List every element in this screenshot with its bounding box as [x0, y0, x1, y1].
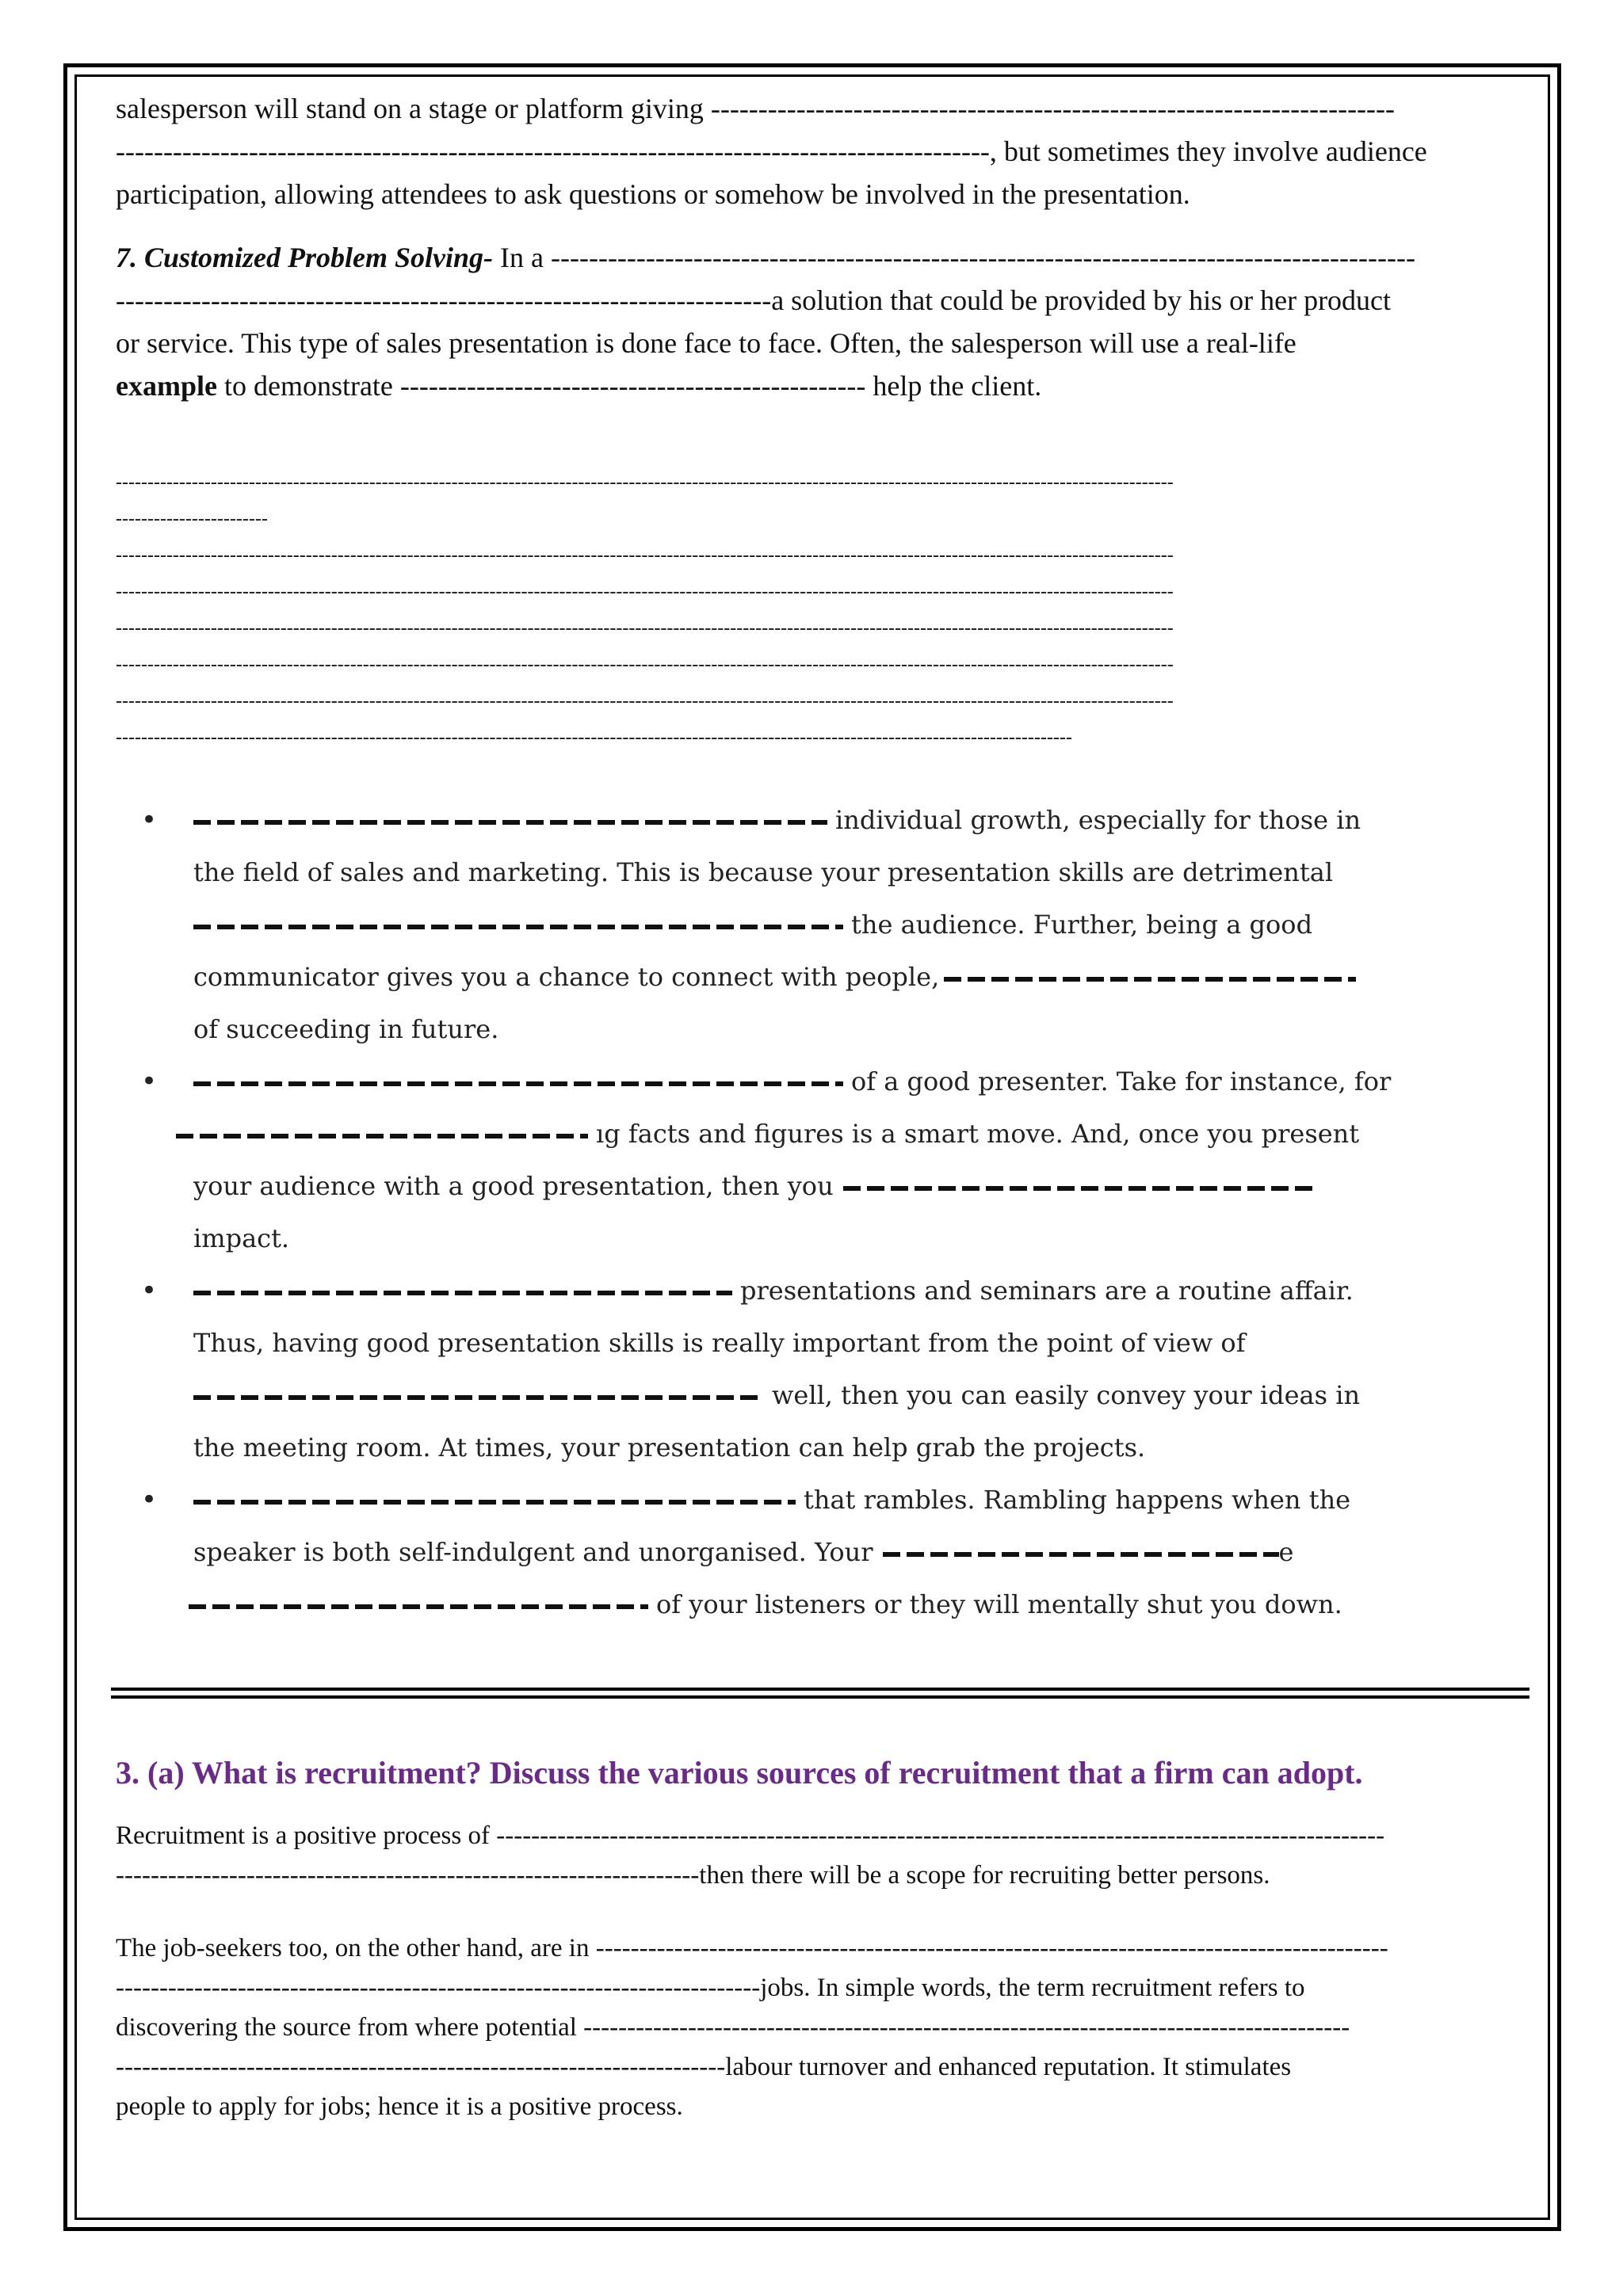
bullet-text: well, then you can easily convey your ideas in	[772, 1380, 1361, 1410]
bullet-text: your audience with a good presentation, then you	[193, 1171, 834, 1201]
bullet-text: the audience. Further, being a good	[851, 910, 1313, 940]
bullet-text: presentations and seminars are a routine affair.	[740, 1276, 1354, 1306]
bullet-dot-icon: •	[141, 804, 158, 836]
blank-answer-lines	[116, 464, 1528, 756]
page-content	[116, 87, 1528, 1630]
intro-line: participation, allowing attendees to ask questions or somehow be involved in the presentation.	[116, 178, 1190, 210]
bullet-text: speaker is both self-indulgent and unorganised. Your	[193, 1537, 873, 1567]
paragraph-text: -------------------------------------------------------------------then there will be a scope for recruiting better persons.	[116, 1861, 1270, 1890]
paragraph-text: discovering the source from where potential ----------------------------------------------------------------------------------------	[116, 2013, 1350, 2042]
bullet-text: e	[1278, 1537, 1294, 1567]
paragraph-text: or service. This type of sales presentation is done face to face. Often, the salesperson will use a real-life	[116, 327, 1296, 359]
recruitment-paragraph-2	[116, 1928, 1528, 2126]
paragraph-text: to demonstrate ------------------------------------------------- help the client.	[216, 370, 1042, 402]
blank-line: -----------------------------------------------------------------------------------------------------------------------------------------------------------------------	[116, 545, 1174, 566]
bullet-text: that rambles. Rambling happens when the	[804, 1485, 1351, 1515]
blank-line: -----------------------------------------------------------------------------------------------------------------------------------------------------------------------	[116, 472, 1174, 493]
bullet-text: Thus, having good presentation skills is really important from the point of view of	[193, 1328, 1246, 1358]
bullet-text: the field of sales and marketing. This is because your presentation skills are detrimental	[193, 857, 1334, 887]
blank-line: -----------------------------------------------------------------------------------------------------------------------------------------------------------------------	[116, 582, 1174, 602]
intro-line: salesperson will stand on a stage or platform giving ------------------------------------------------------------------------	[116, 93, 1396, 124]
intro-line: --------------------------------------------------------------------------------------------, but sometimes they involve audience	[116, 135, 1427, 167]
section-divider	[111, 1688, 1529, 1691]
paragraph-text: In a -------------------------------------------------------------------------------------------	[493, 242, 1415, 273]
paragraph-text: The job-seekers too, on the other hand, are in -------------------------------------------------------------------------------------------	[116, 1934, 1388, 1962]
bold-term: example	[116, 370, 217, 402]
bullet-text: communicator gives you a chance to connect with people,	[193, 962, 940, 992]
bullet-text: of your listeners or they will mentally shut you down.	[656, 1589, 1342, 1619]
bullet-text: of a good presenter. Take for instance, for	[851, 1066, 1392, 1097]
bullet-item	[116, 1474, 1528, 1630]
bullet-text: of succeeding in future.	[193, 1014, 499, 1044]
bullet-item	[116, 1264, 1528, 1474]
blank-line: -----------------------------------------------------------------------------------------------------------------------------------------------------------------------	[116, 691, 1174, 711]
bullet-text: ıg facts and figures is a smart move. And, once you present	[596, 1119, 1360, 1149]
blank-line: -----------------------------------------------------------------------------------------------------------------------------------------------------------------------	[116, 618, 1174, 639]
paragraph-text: Recruitment is a positive process of ------------------------------------------------------------------------------------------------------	[116, 1821, 1385, 1850]
question-3-section	[116, 1751, 1528, 2126]
question-heading: 3. (a) What is recruitment? Discuss the various sources of recruitment that a firm can adopt.	[116, 1755, 1363, 1791]
intro-paragraph	[116, 87, 1528, 215]
recruitment-paragraph-1	[116, 1816, 1528, 1895]
paragraph-text: ----------------------------------------------------------------------labour turnover and enhanced reputation. It stimulates	[116, 2053, 1292, 2081]
bullet-dot-icon: •	[141, 1066, 158, 1097]
paragraph-text: --------------------------------------------------------------------------jobs. In simple words, the term recruitment refers to	[116, 1974, 1305, 2002]
paragraph-text: people to apply for jobs; hence it is a positive process.	[116, 2092, 683, 2121]
bullet-dot-icon: •	[141, 1275, 158, 1306]
bullet-text: impact.	[193, 1223, 290, 1253]
bullet-dot-icon: •	[141, 1484, 158, 1516]
bullet-item	[116, 794, 1528, 1055]
blank-line: ------------------------	[116, 509, 268, 529]
section-heading: 7. Customized Problem Solving-	[116, 242, 494, 273]
bullet-text: individual growth, especially for those in	[835, 805, 1361, 835]
section-divider	[111, 1695, 1529, 1699]
paragraph-text: ---------------------------------------------------------------------a solution that could be provided by his or her product	[116, 284, 1392, 316]
customized-problem-solving-paragraph	[116, 236, 1528, 407]
bullet-text: the meeting room. At times, your presentation can help grab the projects.	[193, 1432, 1146, 1463]
blank-line: -----------------------------------------------------------------------------------------------------------------------------------------------------------------------	[116, 654, 1174, 675]
bullet-item	[116, 1055, 1528, 1264]
blank-line: -------------------------------------------------------------------------------------------------------------------------------------------------------	[116, 727, 1072, 748]
bullet-list	[116, 794, 1528, 1630]
